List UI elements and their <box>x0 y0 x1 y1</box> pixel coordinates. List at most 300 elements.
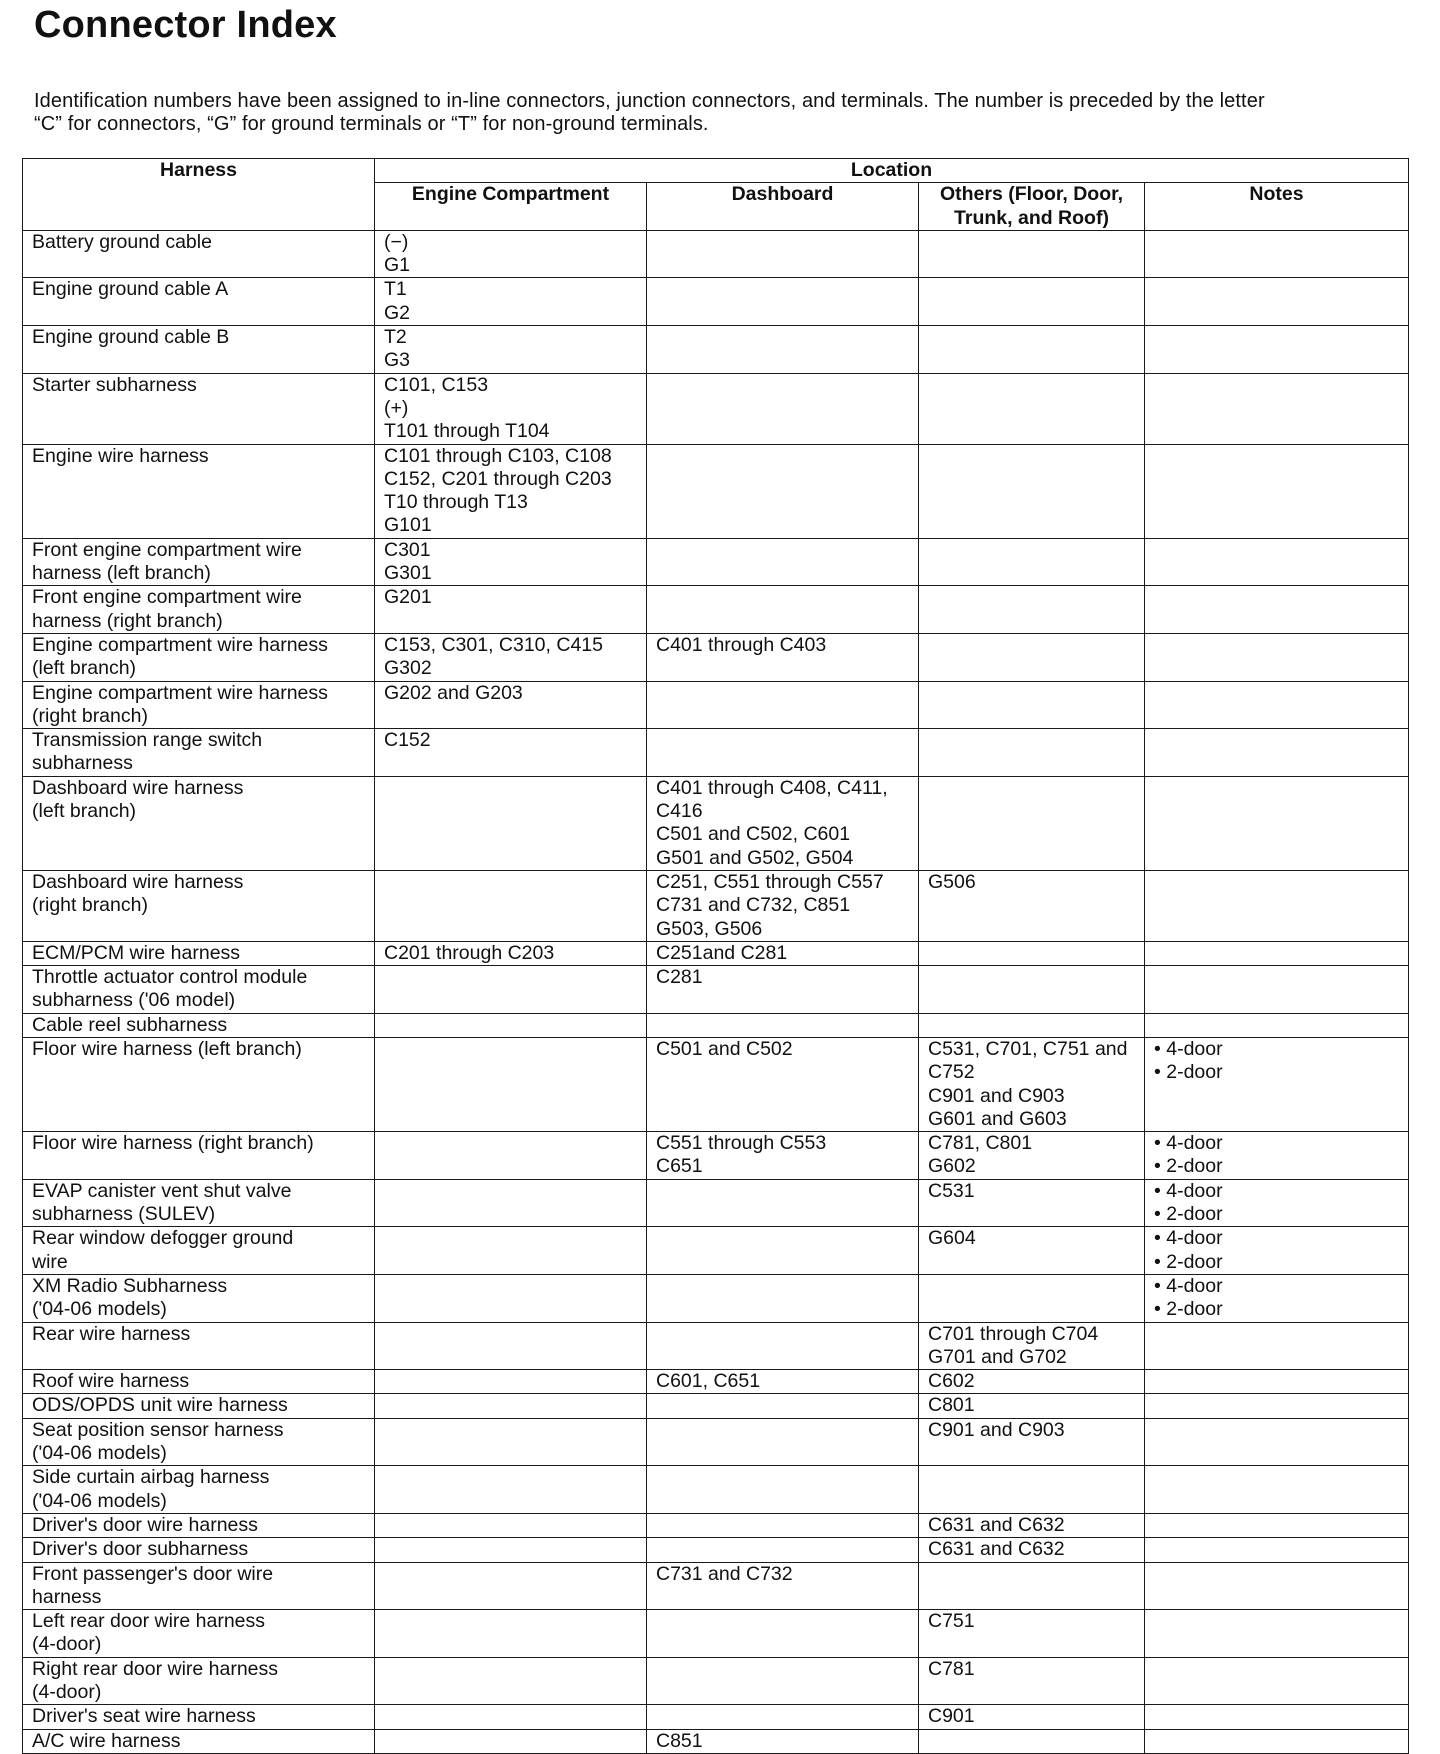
table-row <box>23 326 1409 374</box>
table-row <box>23 373 1409 444</box>
dashboard-cell <box>647 1179 919 1227</box>
cell-line: ECM/PCM wire harness <box>32 941 241 964</box>
cell-line: C781, C801 <box>928 1132 1033 1155</box>
cell-line: C501 and C502, C601 <box>656 823 851 846</box>
others-cell <box>919 966 1145 1014</box>
note-line: • 4-door <box>1154 1227 1223 1250</box>
note-line: • 2-door <box>1154 1061 1223 1084</box>
cell-line: (left branch) <box>32 800 137 823</box>
engine-compartment-column-header: Engine Compartment <box>375 183 647 231</box>
table-row <box>23 870 1409 941</box>
dashboard-cell <box>647 538 919 586</box>
harness-cell <box>23 1179 375 1227</box>
others-cell <box>919 230 1145 278</box>
notes-cell <box>1145 1729 1409 1753</box>
note-line: • 2-door <box>1154 1250 1223 1273</box>
notes-cell <box>1145 966 1409 1014</box>
cell-line: Left rear door wire harness <box>32 1610 266 1633</box>
table-row <box>23 681 1409 729</box>
page-title: Connector Index <box>34 4 337 46</box>
notes-cell <box>1145 1394 1409 1418</box>
cell-line: Driver's seat wire harness <box>32 1705 256 1728</box>
connector-index-table <box>22 158 1409 1754</box>
cell-line: (−) <box>384 230 409 253</box>
dashboard-cell <box>647 941 919 965</box>
others-cell <box>919 1657 1145 1705</box>
cell-line: G1 <box>384 254 411 277</box>
cell-line: C152, C201 through C203 <box>384 467 612 490</box>
notes-column-header: Notes <box>1145 183 1409 231</box>
others-cell <box>919 941 1145 965</box>
cell-line: Floor wire harness (right branch) <box>32 1132 314 1155</box>
engine-compartment-cell <box>375 1227 647 1275</box>
engine-compartment-cell <box>375 1370 647 1394</box>
table-row <box>23 1037 1409 1131</box>
dashboard-cell <box>647 1394 919 1418</box>
notes-cell <box>1145 1322 1409 1370</box>
cell-line: G201 <box>384 586 432 609</box>
engine-compartment-cell <box>375 586 647 634</box>
others-cell <box>919 1227 1145 1275</box>
engine-compartment-cell <box>375 1013 647 1037</box>
table-row <box>23 230 1409 278</box>
harness-cell <box>23 1466 375 1514</box>
notes-cell <box>1145 1466 1409 1514</box>
cell-line: subharness ('06 model) <box>32 989 236 1012</box>
note-line: • 2-door <box>1154 1203 1223 1226</box>
dashboard-cell <box>647 1274 919 1322</box>
cell-line: C901 and C903 <box>928 1418 1065 1441</box>
others-cell <box>919 1513 1145 1537</box>
notes-cell <box>1145 1037 1409 1131</box>
cell-line: C551 through C553 <box>656 1132 827 1155</box>
cell-line: subharness (SULEV) <box>32 1203 216 1226</box>
dashboard-cell <box>647 1132 919 1180</box>
cell-line: (+) <box>384 396 409 419</box>
cell-line: C602 <box>928 1370 975 1393</box>
engine-compartment-cell <box>375 538 647 586</box>
intro-line: Identification numbers have been assigned to in-line connectors, junction connectors, and terminals. The number is preceded by the letter <box>34 90 1265 112</box>
others-cell <box>919 1037 1145 1131</box>
cell-line: C531, C701, C751 and <box>928 1037 1128 1060</box>
others-cell <box>919 1322 1145 1370</box>
cell-line: C301 <box>384 538 431 561</box>
cell-line: C651 <box>656 1155 703 1178</box>
notes-cell <box>1145 1513 1409 1537</box>
engine-compartment-cell <box>375 1466 647 1514</box>
cell-line: C631 and C632 <box>928 1538 1065 1561</box>
table-row <box>23 1562 1409 1610</box>
notes-cell <box>1145 681 1409 729</box>
engine-compartment-cell <box>375 1513 647 1537</box>
dashboard-cell <box>647 1562 919 1610</box>
cell-line: (right branch) <box>32 894 148 917</box>
cell-line: T101 through T104 <box>384 420 550 443</box>
cell-line: C731 and C732, C851 <box>656 894 851 917</box>
cell-line: G3 <box>384 349 411 372</box>
cell-line: G601 and G603 <box>928 1107 1067 1130</box>
cell-line: Engine ground cable B <box>32 326 230 349</box>
cell-line: ODS/OPDS unit wire harness <box>32 1394 288 1417</box>
cell-line: C401 through C403 <box>656 633 827 656</box>
harness-cell <box>23 1538 375 1562</box>
engine-compartment-cell <box>375 1394 647 1418</box>
harness-cell <box>23 633 375 681</box>
cell-line: harness <box>32 1585 102 1608</box>
harness-cell <box>23 729 375 777</box>
engine-compartment-cell <box>375 870 647 941</box>
others-cell <box>919 1418 1145 1466</box>
cell-line: G506 <box>928 870 976 893</box>
others-cell <box>919 1370 1145 1394</box>
others-cell <box>919 1132 1145 1180</box>
engine-compartment-cell <box>375 1705 647 1729</box>
cell-line: C781 <box>928 1657 975 1680</box>
harness-cell <box>23 586 375 634</box>
harness-cell <box>23 1274 375 1322</box>
cell-line: C101 through C103, C108 <box>384 444 612 467</box>
engine-compartment-cell <box>375 230 647 278</box>
cell-line: Rear wire harness <box>32 1322 191 1345</box>
table-row <box>23 633 1409 681</box>
harness-cell <box>23 1610 375 1658</box>
cell-line: G701 and G702 <box>928 1345 1067 1368</box>
harness-cell <box>23 1513 375 1537</box>
cell-line: C501 and C502 <box>656 1037 793 1060</box>
cell-line: T1 <box>384 278 407 301</box>
table-row <box>23 444 1409 538</box>
notes-cell <box>1145 729 1409 777</box>
harness-cell <box>23 1037 375 1131</box>
notes-cell <box>1145 1657 1409 1705</box>
table-row <box>23 966 1409 1014</box>
engine-compartment-cell <box>375 966 647 1014</box>
harness-cell <box>23 373 375 444</box>
cell-line: C201 through C203 <box>384 941 555 964</box>
others-column-header: Others (Floor, Door, Trunk, and Roof) <box>919 183 1145 231</box>
cell-line: C851 <box>656 1729 703 1752</box>
table-body <box>23 230 1409 1753</box>
cell-line: G101 <box>384 514 432 537</box>
notes-cell <box>1145 1227 1409 1275</box>
connector-index-table-container <box>22 158 1409 1754</box>
notes-cell <box>1145 1610 1409 1658</box>
others-cell <box>919 538 1145 586</box>
dashboard-cell <box>647 1227 919 1275</box>
harness-cell <box>23 681 375 729</box>
table-row <box>23 278 1409 326</box>
notes-cell <box>1145 538 1409 586</box>
engine-compartment-cell <box>375 1562 647 1610</box>
cell-line: C152 <box>384 729 431 752</box>
table-row <box>23 1513 1409 1537</box>
engine-compartment-cell <box>375 1037 647 1131</box>
notes-cell <box>1145 586 1409 634</box>
engine-compartment-cell <box>375 776 647 870</box>
engine-compartment-cell <box>375 1418 647 1466</box>
notes-cell <box>1145 278 1409 326</box>
notes-cell <box>1145 941 1409 965</box>
engine-compartment-cell <box>375 729 647 777</box>
notes-cell <box>1145 1132 1409 1180</box>
cell-line: C901 and C903 <box>928 1084 1065 1107</box>
cell-line: harness (right branch) <box>32 609 223 632</box>
cell-line: G202 and G203 <box>384 681 523 704</box>
dashboard-cell <box>647 373 919 444</box>
dashboard-cell <box>647 1466 919 1514</box>
engine-compartment-cell <box>375 278 647 326</box>
table-row <box>23 1322 1409 1370</box>
table-row <box>23 1610 1409 1658</box>
table-row <box>23 1227 1409 1275</box>
dashboard-cell <box>647 1610 919 1658</box>
notes-cell <box>1145 1179 1409 1227</box>
cell-line: ('04-06 models) <box>32 1489 167 1512</box>
cell-line: C901 <box>928 1705 975 1728</box>
dashboard-cell <box>647 1418 919 1466</box>
cell-line: Front engine compartment wire <box>32 538 302 561</box>
cell-line: C531 <box>928 1179 975 1202</box>
harness-cell <box>23 1562 375 1610</box>
cell-line: C251and C281 <box>656 941 788 964</box>
others-cell <box>919 444 1145 538</box>
harness-cell <box>23 941 375 965</box>
harness-cell <box>23 1394 375 1418</box>
cell-line: Starter subharness <box>32 373 197 396</box>
others-cell <box>919 1729 1145 1753</box>
others-cell <box>919 373 1145 444</box>
harness-cell <box>23 444 375 538</box>
intro-paragraph <box>34 90 1414 136</box>
table-row <box>23 1705 1409 1729</box>
dashboard-column-header: Dashboard <box>647 183 919 231</box>
cell-line: (left branch) <box>32 657 137 680</box>
cell-line: Rear window defogger ground <box>32 1227 294 1250</box>
notes-cell <box>1145 1274 1409 1322</box>
table-row <box>23 1418 1409 1466</box>
cell-line: XM Radio Subharness <box>32 1274 228 1297</box>
others-cell <box>919 1274 1145 1322</box>
others-cell <box>919 1179 1145 1227</box>
note-line: • 4-door <box>1154 1037 1223 1060</box>
engine-compartment-cell <box>375 1729 647 1753</box>
cell-line: A/C wire harness <box>32 1729 181 1752</box>
others-cell <box>919 1610 1145 1658</box>
dashboard-cell <box>647 1037 919 1131</box>
engine-compartment-cell <box>375 373 647 444</box>
others-cell <box>919 1538 1145 1562</box>
cell-line: Right rear door wire harness <box>32 1657 279 1680</box>
harness-cell <box>23 1418 375 1466</box>
table-row <box>23 1013 1409 1037</box>
cell-line: T10 through T13 <box>384 491 528 514</box>
engine-compartment-cell <box>375 1274 647 1322</box>
notes-cell <box>1145 1013 1409 1037</box>
cell-line: Engine wire harness <box>32 444 209 467</box>
dashboard-cell <box>647 1705 919 1729</box>
cell-line: (4-door) <box>32 1681 102 1703</box>
table-row <box>23 941 1409 965</box>
cell-line: Front passenger's door wire <box>32 1562 274 1585</box>
cell-line: C281 <box>656 966 703 989</box>
harness-cell <box>23 870 375 941</box>
notes-cell <box>1145 373 1409 444</box>
others-cell <box>919 1013 1145 1037</box>
cell-line: Dashboard wire harness <box>32 870 244 893</box>
table-row <box>23 1132 1409 1180</box>
notes-cell <box>1145 1370 1409 1394</box>
cell-line: G301 <box>384 562 432 585</box>
cell-line: Front engine compartment wire <box>32 586 302 609</box>
intro-line: “C” for connectors, “G” for ground terminals or “T” for non-ground terminals. <box>34 113 709 135</box>
cell-line: C631 and C632 <box>928 1513 1065 1536</box>
cell-line: Dashboard wire harness <box>32 776 244 799</box>
engine-compartment-cell <box>375 1538 647 1562</box>
cell-line: Engine compartment wire harness <box>32 633 328 656</box>
notes-cell <box>1145 870 1409 941</box>
notes-cell <box>1145 444 1409 538</box>
dashboard-cell <box>647 1538 919 1562</box>
cell-line: C101, C153 <box>384 373 489 396</box>
cell-line: G604 <box>928 1227 976 1250</box>
others-cell <box>919 1466 1145 1514</box>
harness-column-header: Harness <box>23 159 375 231</box>
harness-cell <box>23 1657 375 1705</box>
harness-cell <box>23 1370 375 1394</box>
dashboard-cell <box>647 1513 919 1537</box>
table-row <box>23 776 1409 870</box>
cell-line: Side curtain airbag harness <box>32 1466 270 1489</box>
cell-line: harness (left branch) <box>32 562 211 585</box>
harness-cell <box>23 326 375 374</box>
cell-line: C401 through C408, C411, <box>656 776 888 799</box>
cell-line: G302 <box>384 657 432 680</box>
notes-cell <box>1145 1705 1409 1729</box>
cell-line: Driver's door wire harness <box>32 1513 258 1536</box>
dashboard-cell <box>647 278 919 326</box>
cell-line: C416 <box>656 800 703 823</box>
engine-compartment-cell <box>375 1132 647 1180</box>
cell-line: C701 through C704 <box>928 1322 1099 1345</box>
cell-line: G501 and G502, G504 <box>656 846 854 869</box>
dashboard-cell <box>647 870 919 941</box>
cell-line: EVAP canister vent shut valve <box>32 1179 292 1202</box>
cell-line: subharness <box>32 752 133 775</box>
cell-line: Battery ground cable <box>32 230 212 253</box>
harness-cell <box>23 1705 375 1729</box>
harness-cell <box>23 1132 375 1180</box>
table-row <box>23 1466 1409 1514</box>
cell-line: C751 <box>928 1610 975 1633</box>
table-row <box>23 538 1409 586</box>
dashboard-cell <box>647 776 919 870</box>
others-cell <box>919 586 1145 634</box>
table-row <box>23 1657 1409 1705</box>
cell-line: C752 <box>928 1061 975 1084</box>
engine-compartment-cell <box>375 633 647 681</box>
cell-line: Driver's door subharness <box>32 1538 249 1561</box>
note-line: • 2-door <box>1154 1155 1223 1178</box>
others-cell <box>919 1394 1145 1418</box>
harness-cell <box>23 230 375 278</box>
notes-cell <box>1145 776 1409 870</box>
notes-cell <box>1145 1538 1409 1562</box>
engine-compartment-cell <box>375 1179 647 1227</box>
cell-line: (4-door) <box>32 1633 102 1656</box>
table-row <box>23 729 1409 777</box>
dashboard-cell <box>647 1657 919 1705</box>
cell-line: Engine compartment wire harness <box>32 681 328 704</box>
cell-line: Floor wire harness (left branch) <box>32 1037 302 1060</box>
others-cell <box>919 633 1145 681</box>
others-cell <box>919 278 1145 326</box>
engine-compartment-cell <box>375 1657 647 1705</box>
notes-cell <box>1145 1418 1409 1466</box>
others-cell <box>919 681 1145 729</box>
cell-line: ('04-06 models) <box>32 1298 167 1321</box>
dashboard-cell <box>647 1729 919 1753</box>
dashboard-cell <box>647 966 919 1014</box>
table-row <box>23 586 1409 634</box>
table-row <box>23 1538 1409 1562</box>
cell-line: C601, C651 <box>656 1370 761 1393</box>
table-row <box>23 1274 1409 1322</box>
notes-cell <box>1145 326 1409 374</box>
note-line: • 4-door <box>1154 1179 1223 1202</box>
dashboard-cell <box>647 586 919 634</box>
others-cell <box>919 870 1145 941</box>
others-cell <box>919 326 1145 374</box>
harness-cell <box>23 1013 375 1037</box>
table-row <box>23 1394 1409 1418</box>
dashboard-cell <box>647 633 919 681</box>
engine-compartment-cell <box>375 326 647 374</box>
cell-line: Seat position sensor harness <box>32 1418 284 1441</box>
cell-line: C731 and C732 <box>656 1562 793 1585</box>
dashboard-cell <box>647 1322 919 1370</box>
harness-cell <box>23 1729 375 1753</box>
cell-line: G503, G506 <box>656 917 763 940</box>
cell-line: Cable reel subharness <box>32 1013 228 1036</box>
notes-cell <box>1145 1562 1409 1610</box>
cell-line: Throttle actuator control module <box>32 966 308 989</box>
table-row <box>23 1179 1409 1227</box>
others-cell <box>919 729 1145 777</box>
dashboard-cell <box>647 1370 919 1394</box>
cell-line: Engine ground cable A <box>32 278 229 301</box>
engine-compartment-cell <box>375 681 647 729</box>
cell-line: G2 <box>384 301 411 324</box>
cell-line: C801 <box>928 1394 975 1417</box>
note-line: • 4-door <box>1154 1274 1223 1297</box>
harness-cell <box>23 278 375 326</box>
notes-cell <box>1145 230 1409 278</box>
location-column-header: Location <box>375 159 1409 183</box>
dashboard-cell <box>647 230 919 278</box>
cell-line: C153, C301, C310, C415 <box>384 633 603 656</box>
dashboard-cell <box>647 1013 919 1037</box>
dashboard-cell <box>647 444 919 538</box>
cell-line: Roof wire harness <box>32 1370 190 1393</box>
notes-cell <box>1145 633 1409 681</box>
table-row <box>23 1370 1409 1394</box>
table-row <box>23 1729 1409 1753</box>
cell-line: T2 <box>384 326 407 349</box>
cell-line: C251, C551 through C557 <box>656 870 884 893</box>
cell-line: Transmission range switch <box>32 729 263 752</box>
dashboard-cell <box>647 681 919 729</box>
harness-cell <box>23 776 375 870</box>
